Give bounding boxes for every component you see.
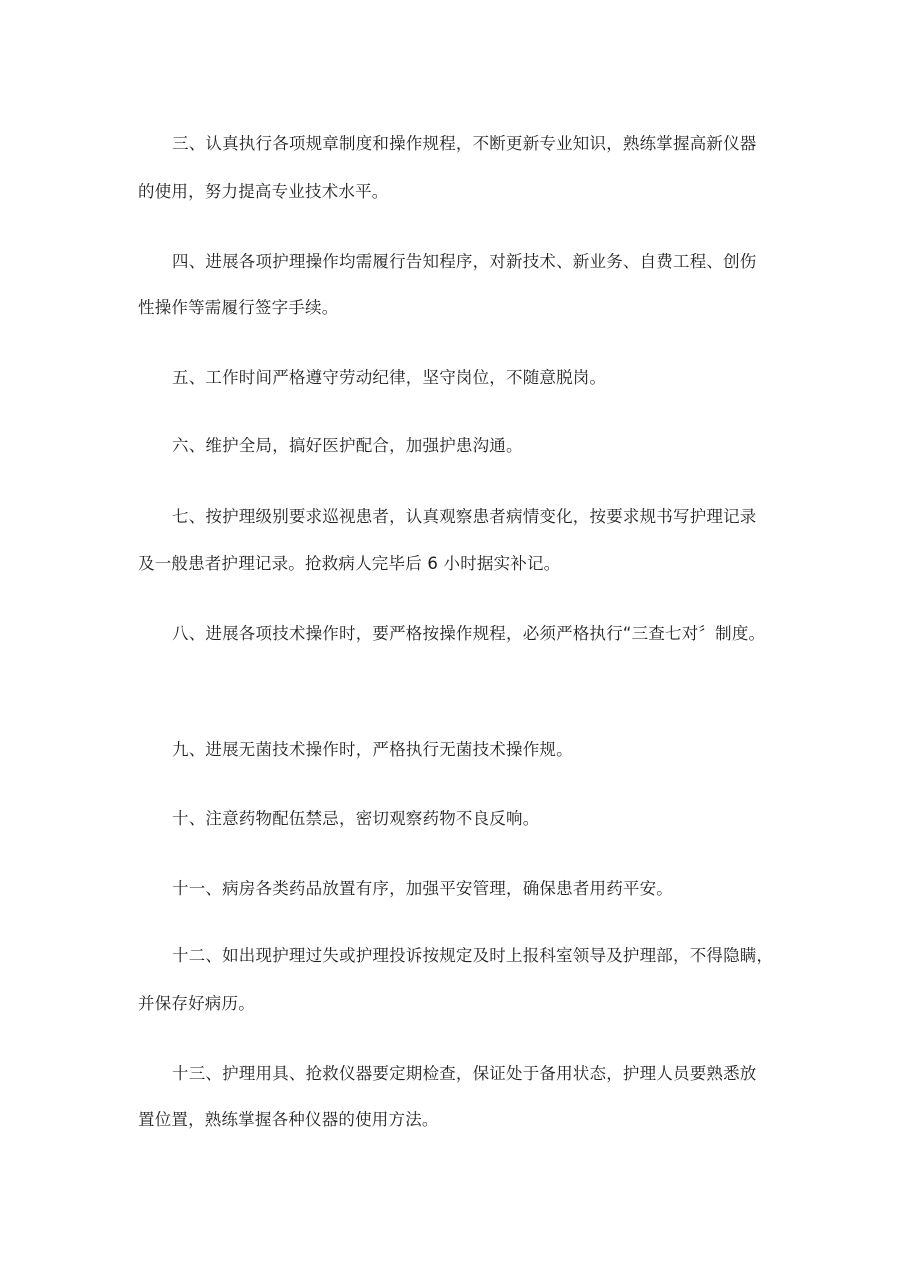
item-3-line-1: 三、认真执行各项规章制度和操作规程，不断更新专业知识，熟练掌握高新仪器 — [172, 134, 757, 153]
item-7-line-2: 及一般患者护理记录。抢救病人完毕后 6 小时据实补记。 — [138, 554, 561, 573]
item-3-line-2: 的使用，努力提高专业技术水平。 — [138, 182, 389, 201]
item-7-line-1: 七、按护理级别要求巡视患者，认真观察患者病情变化，按要求规书写护理记录 — [172, 507, 757, 526]
item-13-line-1: 十三、护理用具、抢救仪器要定期检查，保证处于备用状态，护理人员要熟悉放 — [172, 1064, 757, 1083]
item-10-line-1: 十、注意药物配伍禁忌，密切观察药物不良反响。 — [172, 809, 540, 828]
item-13-line-2: 置位置，熟练掌握各种仪器的使用方法。 — [138, 1110, 439, 1129]
item-12-line-2: 并保存好病历。 — [138, 994, 255, 1013]
item-11-line-1: 十一、病房各类药品放置有序，加强平安管理，确保患者用药平安。 — [172, 879, 673, 898]
item-9-line-1: 九、进展无菌技术操作时，严格执行无菌技术操作规。 — [172, 740, 573, 759]
item-4-line-2: 性操作等需履行签字手续。 — [138, 298, 339, 317]
item-5-line-1: 五、工作时间严格遵守劳动纪律，坚守岗位，不随意脱岗。 — [172, 368, 607, 387]
item-4-line-1: 四、进展各项护理操作均需履行告知程序，对新技术、新业务、自费工程、创伤 — [172, 252, 757, 271]
item-8-line-1: 八、进展各项技术操作时，要严格按操作规程，必须严格执行“三查七对〞制度。 — [172, 624, 766, 643]
item-12-line-1: 十二、如出现护理过失或护理投诉按规定及时上报科室领导及护理部，不得隐瞒， — [172, 946, 774, 965]
item-6-line-1: 六、维护全局，搞好医护配合，加强护患沟通。 — [172, 436, 523, 455]
